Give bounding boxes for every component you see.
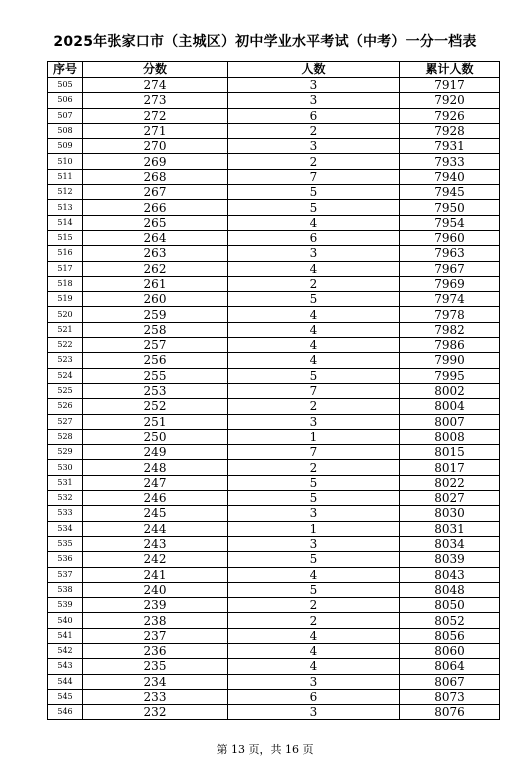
cell-seq: 545 <box>48 689 83 704</box>
cell-count: 2 <box>228 613 400 628</box>
table-row <box>48 215 500 230</box>
cell-score: 242 <box>83 552 228 567</box>
table-row <box>48 230 500 245</box>
table-row <box>48 429 500 444</box>
cell-count: 2 <box>228 460 400 475</box>
cell-score: 252 <box>83 399 228 414</box>
cell-seq: 534 <box>48 521 83 536</box>
cell-score: 234 <box>83 674 228 689</box>
cell-score: 236 <box>83 643 228 658</box>
table-row <box>48 307 500 322</box>
cell-seq: 505 <box>48 78 83 93</box>
table-row <box>48 705 500 720</box>
cell-count: 7 <box>228 169 400 184</box>
table-row <box>48 322 500 337</box>
cell-seq: 525 <box>48 383 83 398</box>
cell-count: 4 <box>228 322 400 337</box>
cell-cumulative: 7967 <box>400 261 500 276</box>
cell-count: 4 <box>228 628 400 643</box>
cell-count: 6 <box>228 689 400 704</box>
cell-score: 271 <box>83 123 228 138</box>
cell-seq: 533 <box>48 506 83 521</box>
table-row <box>48 353 500 368</box>
cell-seq: 528 <box>48 429 83 444</box>
cell-count: 3 <box>228 705 400 720</box>
cell-seq: 544 <box>48 674 83 689</box>
cell-cumulative: 7945 <box>400 185 500 200</box>
cell-score: 256 <box>83 353 228 368</box>
cell-score: 261 <box>83 276 228 291</box>
table-row <box>48 628 500 643</box>
table-row <box>48 674 500 689</box>
cell-score: 237 <box>83 628 228 643</box>
cell-cumulative: 7995 <box>400 368 500 383</box>
cell-seq: 512 <box>48 185 83 200</box>
table-row <box>48 613 500 628</box>
cell-count: 5 <box>228 185 400 200</box>
cell-count: 3 <box>228 246 400 261</box>
cell-score: 238 <box>83 613 228 628</box>
cell-score: 249 <box>83 445 228 460</box>
header-seq: 序号 <box>48 62 83 78</box>
table-row <box>48 598 500 613</box>
cell-count: 5 <box>228 368 400 383</box>
table-body <box>48 78 500 720</box>
cell-seq: 531 <box>48 475 83 490</box>
cell-score: 244 <box>83 521 228 536</box>
cell-seq: 520 <box>48 307 83 322</box>
header-cumulative: 累计人数 <box>400 62 500 78</box>
cell-seq: 522 <box>48 338 83 353</box>
cell-seq: 519 <box>48 292 83 307</box>
cell-seq: 515 <box>48 230 83 245</box>
cell-score: 265 <box>83 215 228 230</box>
cell-score: 233 <box>83 689 228 704</box>
cell-count: 3 <box>228 414 400 429</box>
cell-seq: 507 <box>48 108 83 123</box>
cell-seq: 541 <box>48 628 83 643</box>
cell-cumulative: 7978 <box>400 307 500 322</box>
cell-score: 250 <box>83 429 228 444</box>
cell-score: 274 <box>83 78 228 93</box>
cell-count: 3 <box>228 93 400 108</box>
cell-score: 269 <box>83 154 228 169</box>
cell-seq: 524 <box>48 368 83 383</box>
cell-score: 251 <box>83 414 228 429</box>
cell-cumulative: 8056 <box>400 628 500 643</box>
cell-count: 3 <box>228 536 400 551</box>
cell-score: 267 <box>83 185 228 200</box>
cell-seq: 543 <box>48 659 83 674</box>
cell-cumulative: 8031 <box>400 521 500 536</box>
table-row <box>48 689 500 704</box>
table-row <box>48 506 500 521</box>
cell-score: 248 <box>83 460 228 475</box>
page-footer: 第 13 页，共 16 页 <box>216 743 314 756</box>
cell-cumulative: 8008 <box>400 429 500 444</box>
table-row <box>48 491 500 506</box>
cell-cumulative: 8067 <box>400 674 500 689</box>
cell-count: 4 <box>228 261 400 276</box>
table-row <box>48 261 500 276</box>
table-row <box>48 338 500 353</box>
cell-count: 4 <box>228 353 400 368</box>
cell-seq: 527 <box>48 414 83 429</box>
cell-seq: 530 <box>48 460 83 475</box>
table-row <box>48 292 500 307</box>
cell-cumulative: 7986 <box>400 338 500 353</box>
cell-seq: 540 <box>48 613 83 628</box>
cell-seq: 508 <box>48 123 83 138</box>
cell-count: 6 <box>228 230 400 245</box>
cell-cumulative: 8002 <box>400 383 500 398</box>
cell-score: 239 <box>83 598 228 613</box>
cell-score: 262 <box>83 261 228 276</box>
cell-count: 5 <box>228 475 400 490</box>
table-header-row <box>48 62 500 78</box>
cell-cumulative: 8048 <box>400 582 500 597</box>
cell-seq: 518 <box>48 276 83 291</box>
cell-cumulative: 7960 <box>400 230 500 245</box>
cell-count: 1 <box>228 521 400 536</box>
table-row <box>48 93 500 108</box>
cell-count: 2 <box>228 276 400 291</box>
cell-score: 232 <box>83 705 228 720</box>
cell-seq: 532 <box>48 491 83 506</box>
cell-seq: 521 <box>48 322 83 337</box>
table-row <box>48 139 500 154</box>
cell-seq: 542 <box>48 643 83 658</box>
cell-count: 6 <box>228 108 400 123</box>
cell-score: 245 <box>83 506 228 521</box>
cell-seq: 523 <box>48 353 83 368</box>
table-row <box>48 552 500 567</box>
cell-score: 255 <box>83 368 228 383</box>
score-distribution-table <box>47 61 500 720</box>
cell-cumulative: 7926 <box>400 108 500 123</box>
table-row <box>48 123 500 138</box>
cell-cumulative: 7982 <box>400 322 500 337</box>
cell-score: 263 <box>83 246 228 261</box>
cell-cumulative: 8030 <box>400 506 500 521</box>
table-row <box>48 567 500 582</box>
cell-count: 4 <box>228 307 400 322</box>
cell-score: 235 <box>83 659 228 674</box>
table-row <box>48 643 500 658</box>
cell-count: 2 <box>228 123 400 138</box>
table-row <box>48 383 500 398</box>
cell-seq: 511 <box>48 169 83 184</box>
cell-seq: 538 <box>48 582 83 597</box>
table-row <box>48 536 500 551</box>
cell-cumulative: 7950 <box>400 200 500 215</box>
cell-count: 2 <box>228 154 400 169</box>
table-row <box>48 475 500 490</box>
cell-cumulative: 7917 <box>400 78 500 93</box>
cell-count: 2 <box>228 598 400 613</box>
cell-cumulative: 7933 <box>400 154 500 169</box>
page-title: 2025年张家口市（主城区）初中学业水平考试（中考）一分一档表 <box>53 34 477 50</box>
table-row <box>48 200 500 215</box>
table-row <box>48 659 500 674</box>
cell-cumulative: 8043 <box>400 567 500 582</box>
table-row <box>48 399 500 414</box>
table-row <box>48 169 500 184</box>
cell-cumulative: 8017 <box>400 460 500 475</box>
cell-cumulative: 8034 <box>400 536 500 551</box>
cell-cumulative: 8022 <box>400 475 500 490</box>
cell-score: 258 <box>83 322 228 337</box>
cell-seq: 536 <box>48 552 83 567</box>
header-score: 分数 <box>83 62 228 78</box>
cell-score: 247 <box>83 475 228 490</box>
table-row <box>48 154 500 169</box>
cell-seq: 529 <box>48 445 83 460</box>
cell-cumulative: 8052 <box>400 613 500 628</box>
cell-cumulative: 7990 <box>400 353 500 368</box>
cell-count: 4 <box>228 338 400 353</box>
cell-count: 3 <box>228 506 400 521</box>
cell-cumulative: 8027 <box>400 491 500 506</box>
cell-count: 7 <box>228 383 400 398</box>
cell-seq: 513 <box>48 200 83 215</box>
cell-score: 246 <box>83 491 228 506</box>
cell-seq: 537 <box>48 567 83 582</box>
cell-count: 3 <box>228 674 400 689</box>
cell-count: 4 <box>228 659 400 674</box>
cell-score: 270 <box>83 139 228 154</box>
header-count: 人数 <box>228 62 400 78</box>
cell-cumulative: 8060 <box>400 643 500 658</box>
table-row <box>48 78 500 93</box>
cell-cumulative: 8039 <box>400 552 500 567</box>
cell-seq: 517 <box>48 261 83 276</box>
cell-cumulative: 7954 <box>400 215 500 230</box>
cell-cumulative: 7963 <box>400 246 500 261</box>
cell-seq: 539 <box>48 598 83 613</box>
table-row <box>48 368 500 383</box>
cell-seq: 510 <box>48 154 83 169</box>
cell-seq: 526 <box>48 399 83 414</box>
cell-score: 243 <box>83 536 228 551</box>
table-row <box>48 460 500 475</box>
cell-cumulative: 7931 <box>400 139 500 154</box>
cell-count: 7 <box>228 445 400 460</box>
cell-count: 4 <box>228 643 400 658</box>
cell-cumulative: 7920 <box>400 93 500 108</box>
table-row <box>48 108 500 123</box>
cell-count: 4 <box>228 215 400 230</box>
cell-score: 268 <box>83 169 228 184</box>
cell-cumulative: 7928 <box>400 123 500 138</box>
cell-cumulative: 7974 <box>400 292 500 307</box>
cell-score: 272 <box>83 108 228 123</box>
cell-score: 273 <box>83 93 228 108</box>
cell-count: 5 <box>228 552 400 567</box>
cell-seq: 509 <box>48 139 83 154</box>
cell-cumulative: 8050 <box>400 598 500 613</box>
cell-count: 5 <box>228 200 400 215</box>
table-row <box>48 414 500 429</box>
table-row <box>48 521 500 536</box>
cell-score: 241 <box>83 567 228 582</box>
cell-seq: 546 <box>48 705 83 720</box>
cell-cumulative: 8004 <box>400 399 500 414</box>
table-row <box>48 445 500 460</box>
cell-score: 253 <box>83 383 228 398</box>
cell-cumulative: 7969 <box>400 276 500 291</box>
table-row <box>48 276 500 291</box>
cell-count: 4 <box>228 567 400 582</box>
cell-count: 1 <box>228 429 400 444</box>
table-row <box>48 246 500 261</box>
cell-count: 5 <box>228 491 400 506</box>
cell-seq: 516 <box>48 246 83 261</box>
cell-cumulative: 7940 <box>400 169 500 184</box>
cell-count: 5 <box>228 582 400 597</box>
cell-score: 264 <box>83 230 228 245</box>
cell-score: 260 <box>83 292 228 307</box>
cell-score: 266 <box>83 200 228 215</box>
cell-cumulative: 8076 <box>400 705 500 720</box>
cell-count: 5 <box>228 292 400 307</box>
cell-cumulative: 8015 <box>400 445 500 460</box>
cell-seq: 514 <box>48 215 83 230</box>
cell-count: 2 <box>228 399 400 414</box>
cell-score: 257 <box>83 338 228 353</box>
cell-score: 259 <box>83 307 228 322</box>
table-row <box>48 582 500 597</box>
table-row <box>48 185 500 200</box>
cell-count: 3 <box>228 139 400 154</box>
cell-cumulative: 8007 <box>400 414 500 429</box>
cell-cumulative: 8073 <box>400 689 500 704</box>
cell-cumulative: 8064 <box>400 659 500 674</box>
cell-seq: 535 <box>48 536 83 551</box>
cell-seq: 506 <box>48 93 83 108</box>
cell-score: 240 <box>83 582 228 597</box>
cell-count: 3 <box>228 78 400 93</box>
